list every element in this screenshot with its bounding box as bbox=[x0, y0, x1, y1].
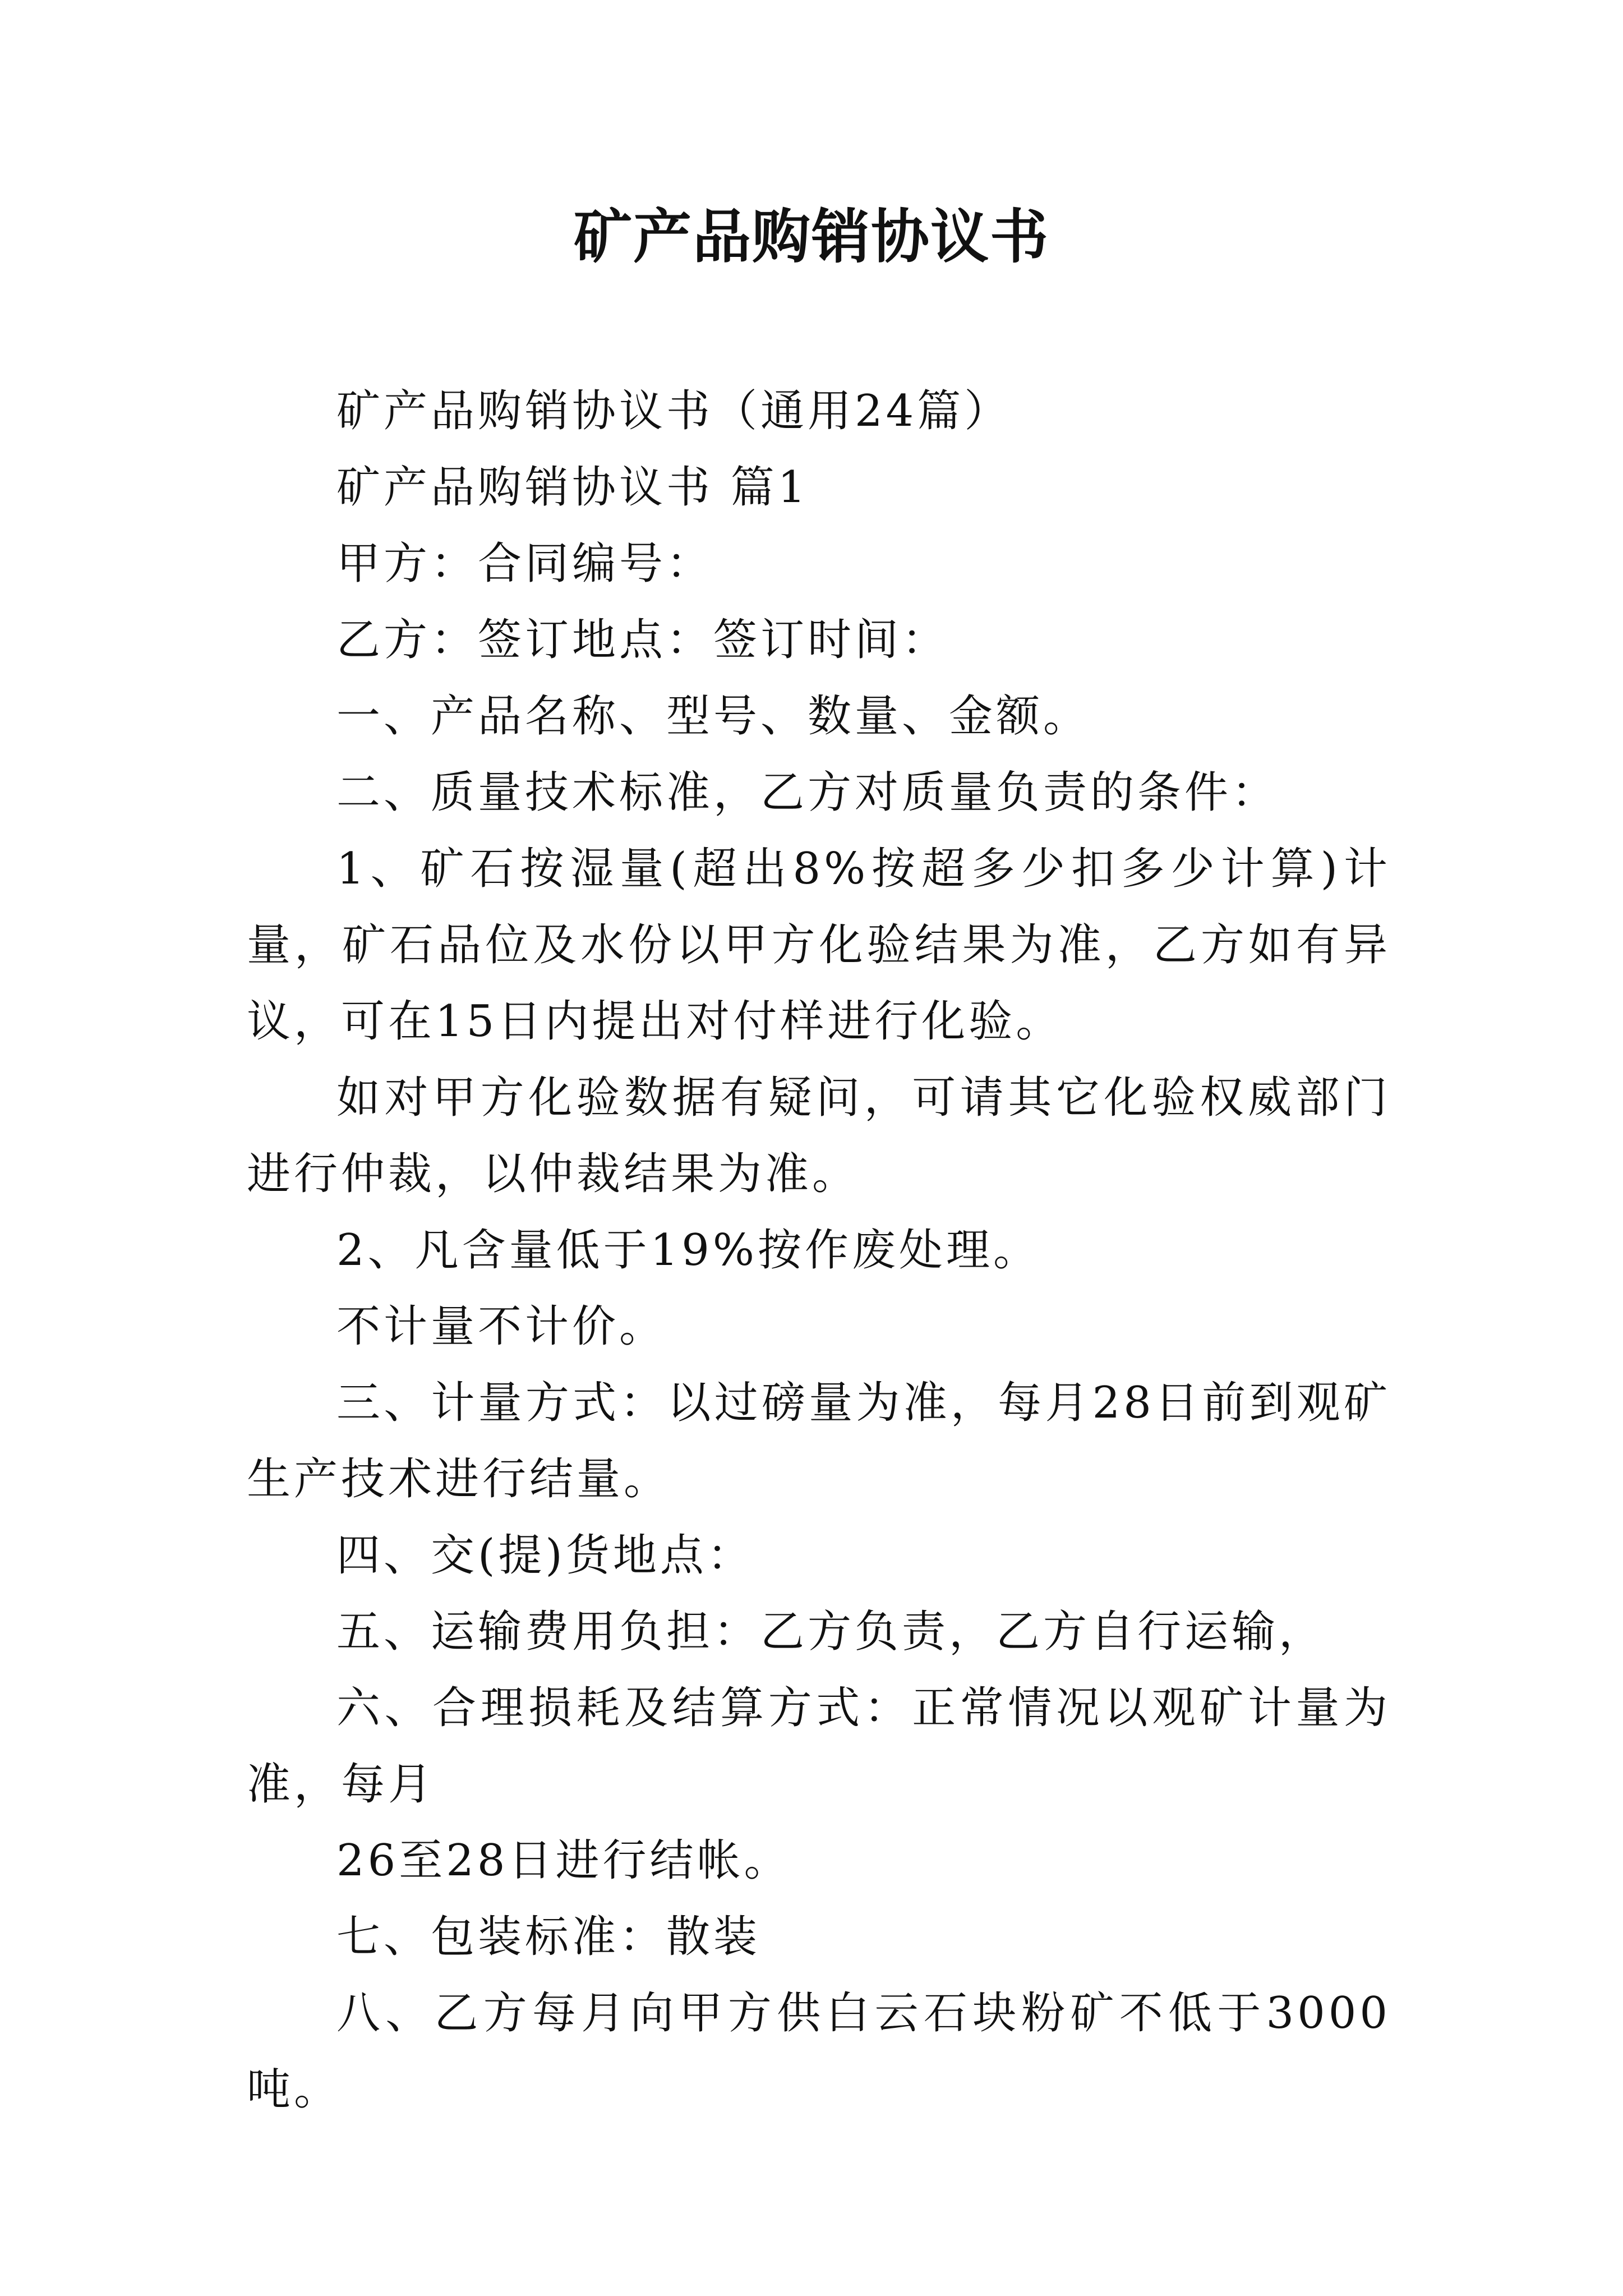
paragraph-party-a: 甲方：合同编号： bbox=[336, 539, 714, 589]
paragraph-clause-6-continued: 26至28日进行结帐。 bbox=[336, 1835, 791, 1886]
paragraph-clause-3: 三、计量方式：以过磅量为准，每月28日前到观矿生产技术进行结量。 bbox=[247, 1378, 1391, 1504]
paragraph-clause-8: 八、乙方每月向甲方供白云石块粉矿不低于3000吨。 bbox=[247, 1988, 1391, 2115]
paragraph-clause-2: 二、质量技术标准，乙方对质量负责的条件： bbox=[336, 767, 1279, 818]
paragraph-clause-4: 四、交(提)货地点： bbox=[336, 1530, 754, 1581]
paragraph-clause-2-arbitration: 如对甲方化验数据有疑问，可请其它化验权威部门进行仲裁，以仲裁结果为准。 bbox=[247, 1073, 1391, 1199]
paragraph-section-heading: 矿产品购销协议书 篇1 bbox=[336, 462, 809, 513]
paragraph-clause-2-item-2: 2、凡含量低于19%按作废处理。 bbox=[336, 1225, 1040, 1276]
document-title: 矿产品购销协议书 bbox=[573, 203, 1049, 271]
paragraph-clause-7: 七、包装标准：散装 bbox=[336, 1912, 761, 1962]
document-body bbox=[247, 373, 1391, 2128]
paragraph-subtitle: 矿产品购销协议书（通用24篇） bbox=[336, 386, 1012, 436]
paragraph-party-b: 乙方：签订地点：签订时间： bbox=[336, 615, 949, 665]
paragraph-clause-2-item-1: 1、矿石按湿量(超出8%按超多少扣多少计算)计量，矿石品位及水份以甲方化验结果为准，乙方如有异议，可在15日内提出对付样进行化验。 bbox=[247, 844, 1391, 1047]
paragraph-clause-1: 一、产品名称、型号、数量、金额。 bbox=[336, 691, 1091, 742]
paragraph-clause-5: 五、运输费用负担：乙方负责，乙方自行运输， bbox=[336, 1607, 1326, 1657]
paragraph-clause-2-no-price: 不计量不计价。 bbox=[336, 1301, 667, 1352]
paragraph-clause-6: 六、合理损耗及结算方式：正常情况以观矿计量为准，每月 bbox=[247, 1683, 1391, 1810]
